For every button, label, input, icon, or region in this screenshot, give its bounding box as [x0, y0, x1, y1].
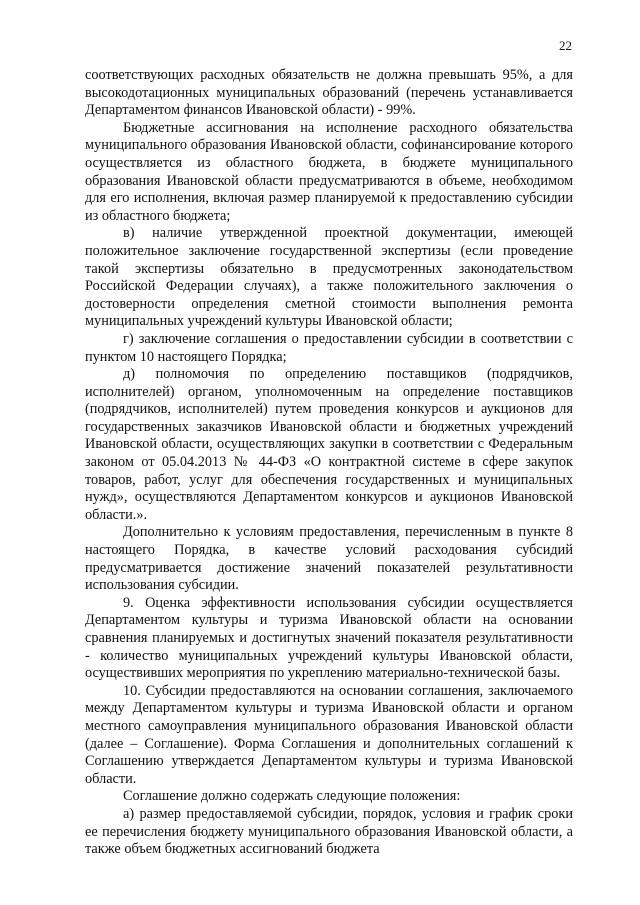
paragraph-item-a: а) размер предоставляемой субсидии, порядок, условия и график сроки ее перечисления бюджету муниципального образования Ивановской области, а также объем бюджетных ассигнований бюджета	[85, 805, 573, 858]
paragraph-item-v: в) наличие утвержденной проектной документации, имеющей положительное заключение государственной экспертизы (если проведение такой экспертизы обязательно в предусмотренных законодательством Российской Федерации случаях), а также положительного заключения о достоверности определения сметной стоимости выполнения ремонта муниципальных учреждений культуры Ивановской области;	[85, 225, 573, 330]
paragraph-agreement-contents: Соглашение должно содержать следующие положения:	[123, 788, 461, 805]
paragraph-item-d: д) полномочия по определению поставщиков (подрядчиков, исполнителей) органом, уполномоченным на определение поставщиков (подрядчиков, исполнителей) путем проведения конкурсов и аукционов для государственных заказчиков Ивановской области и бюджетных учреждений Ивановской области, осуществляющих закупки в соответствии с Федеральным законом от 05.04.2013 № 44-ФЗ «О контрактной системе в сфере закупок товаров, работ, услуг для обеспечения государственных и муниципальных нужд», осуществляются Департаментом конкурсов и аукционов Ивановской области.».	[85, 366, 573, 523]
paragraph-continuation: соответствующих расходных обязательств не должна превышать 95%, а для высокодотационных муниципальных образований (перечень устанавливается Департаментом финансов Ивановской области) - 99%.	[85, 67, 573, 119]
paragraph-additional-conditions: Дополнительно к условиям предоставления, перечисленным в пункте 8 настоящего Порядка, в качестве условий расходования субсидий предусматривается достижение значений показателей результативности использования субсидии.	[85, 524, 573, 594]
paragraph-item-g: г) заключение соглашения о предоставлении субсидии в соответствии с пунктом 10 настоящего Порядка;	[85, 330, 573, 365]
paragraph-item-9: 9. Оценка эффективности использования субсидии осуществляется Департаментом культуры и туризма Ивановской области на основании сравнения планируемых и достигнутых значений показателя результативности - количество муниципальных учреждений культуры Ивановской области, осуществивших мероприятия по укреплению материально-технической базы.	[85, 594, 573, 682]
document-body	[85, 67, 573, 859]
page-number: 22	[559, 38, 572, 53]
paragraph-budget-allocations: Бюджетные ассигнования на исполнение расходного обязательства муниципального образования Ивановской области, софинансирование которого осуществляется из областного бюджета, в бюджете муниципального образования Ивановской области предусматриваются в объеме, необходимом для его исполнения, включая размер планируемой к предоставлению субсидии из областного бюджета;	[85, 119, 573, 224]
paragraph-item-10: 10. Субсидии предоставляются на основании соглашения, заключаемого между Департаментом культуры и туризма Ивановской области и органом местного самоуправления муниципального образования Ивановской области (далее – Соглашение). Форма Соглашения и дополнительных соглашений к Соглашению утверждается Департаментом культуры и туризма Ивановской области.	[85, 682, 573, 787]
